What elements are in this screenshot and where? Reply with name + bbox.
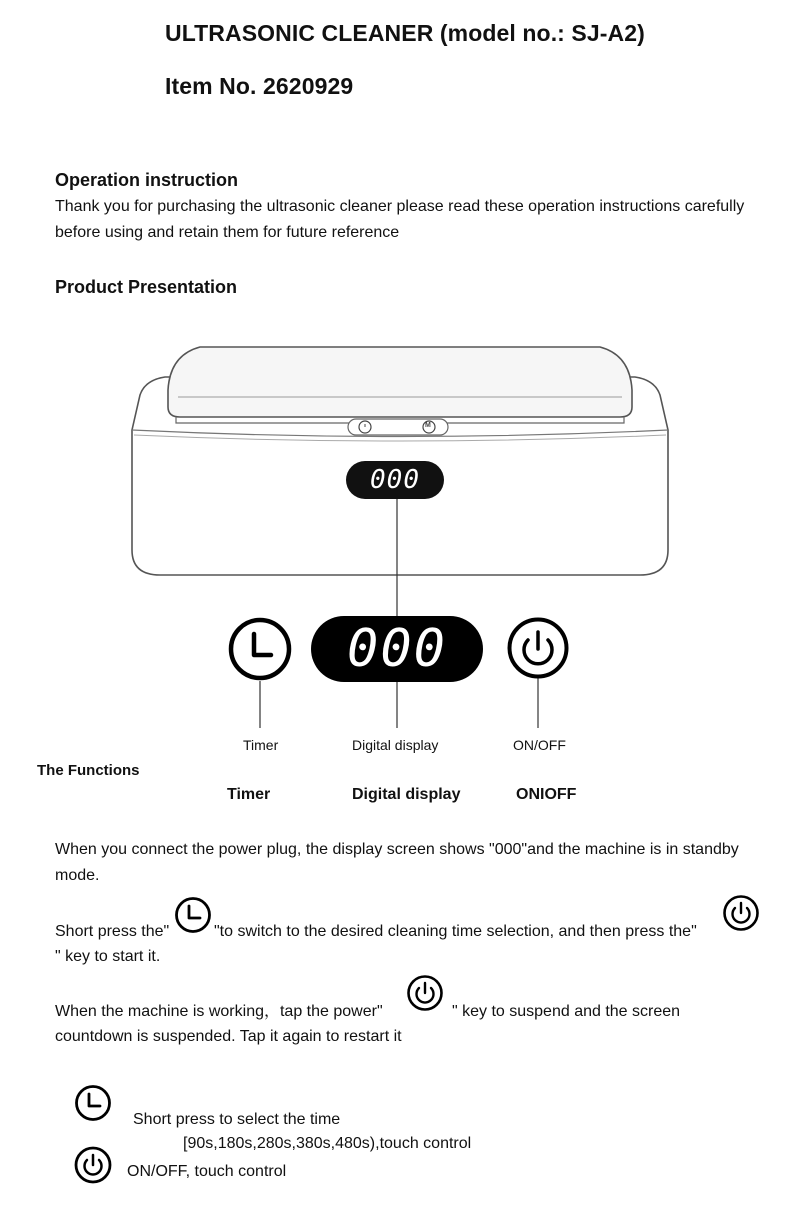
device-display-readout: 000 <box>370 465 420 495</box>
callout-onoff: ON/OFF <box>513 737 566 753</box>
paragraph-3-part-2: " key to suspend and the screen <box>452 1003 681 1020</box>
intro-line-1: Thank you for purchasing the ultrasonic cleaner please read these operation instructions carefully <box>55 198 745 215</box>
paragraph-2-line-2: " key to start it. <box>55 948 161 965</box>
timer-clock-icon <box>227 616 293 682</box>
paragraph-2-part-2: "to switch to the desired cleaning time selection, and then press the" <box>214 923 697 940</box>
function-label-timer: Timer <box>227 786 271 803</box>
callout-timer: Timer <box>243 737 279 753</box>
paragraph-1-line-2: mode. <box>55 867 100 884</box>
presentation-heading: Product Presentation <box>55 277 238 297</box>
paragraph-1-line-1: When you connect the power plug, the display screen shows "000"and the machine is in standby <box>55 841 739 858</box>
item-number: Item No. 2620929 <box>165 73 354 99</box>
paragraph-3-part-1: When the machine is working，tap the power" <box>55 1003 383 1020</box>
legend-power-icon <box>73 1145 113 1185</box>
operation-heading: Operation instruction <box>55 170 239 190</box>
functions-heading: The Functions <box>37 762 140 779</box>
paragraph-2-part-1: Short press the" <box>55 923 170 940</box>
legend-timer-line-2: [90s,180s,280s,380s,480s),touch control <box>183 1135 472 1152</box>
document-title: ULTRASONIC CLEANER (model no.: SJ-A2) <box>165 20 645 46</box>
inline-power-icon-2 <box>406 974 444 1012</box>
inline-clock-icon <box>174 896 212 934</box>
device-mode-button-label: M <box>425 422 431 429</box>
function-label-display: Digital display <box>352 786 461 803</box>
power-icon <box>506 616 570 680</box>
paragraph-3-line-2: countdown is suspended. Tap it again to restart it <box>55 1028 402 1045</box>
callout-digital-display: Digital display <box>352 737 439 753</box>
inline-power-icon <box>722 894 760 932</box>
legend-clock-icon <box>74 1084 112 1122</box>
legend-onoff: ON/OFF, touch control <box>127 1163 287 1180</box>
intro-line-2: before using and retain them for future reference <box>55 224 400 241</box>
function-label-onoff: ONIOFF <box>516 786 577 803</box>
digital-display-readout: 000 <box>347 619 447 679</box>
legend-timer-line-1: Short press to select the time <box>133 1111 341 1128</box>
